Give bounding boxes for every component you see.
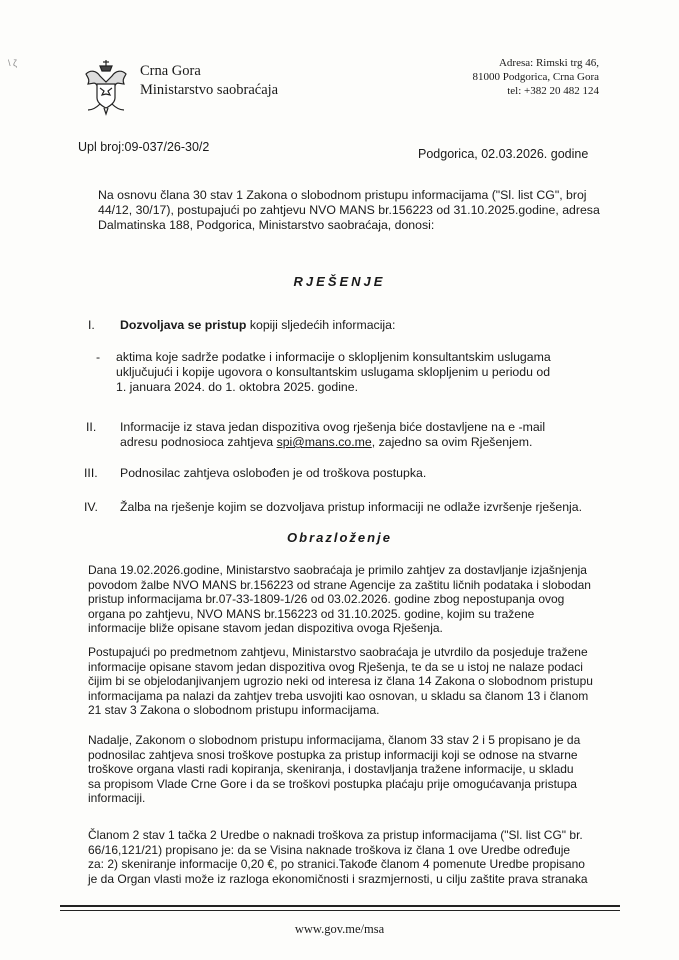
reasoning-paragraph-1: [88, 563, 610, 636]
item-1-rest: kopiji sljedećih informacija:: [246, 318, 396, 332]
item-1-text: [120, 318, 395, 333]
para-line: informacije opisane stavom jedan dispozitiva ovog Rješenja, te da se u istoj ne nalaze podaci: [88, 659, 583, 674]
footer-divider-thin: [60, 910, 620, 911]
item-number-1: I.: [88, 318, 95, 332]
footer-website[interactable]: www.gov.me/msa: [294, 922, 385, 936]
reasoning-paragraph-4: [88, 828, 610, 886]
footer-divider-thick: [60, 905, 620, 907]
para-line: za: 2) skeniranje informacije 0,20 €, po stranici.Takođe članom 4 pomenute Uredbe propisano: [88, 857, 585, 871]
bullet-text: [116, 350, 606, 395]
item-2-line2-post: , zajedno sa ovim Rješenjem.: [371, 435, 533, 449]
item-number-4: IV.: [84, 500, 98, 514]
header-phone: tel: +382 20 482 124: [507, 85, 599, 97]
item-1-bold: Dozvoljava se pristup: [120, 318, 247, 332]
item-number-2: II.: [86, 420, 97, 434]
para-line: 21 stav 3 Zakona o slobodnom pristupu informacijama.: [88, 703, 380, 717]
document-date: Podgorica, 02.03.2026. godine: [418, 147, 589, 161]
para-line: Nadalje, Zakonom o slobodnom pristupu informacijama, članom 33 stav 2 i 5 propisano je da: [88, 733, 581, 747]
item-2-text: [120, 420, 610, 450]
para-line: Dana 19.02.2026.godine, Ministarstvo saobraćaja je primilo zahtjev za dostavljanje izjašnjenja: [88, 563, 587, 577]
item-2-line1: Informacije iz stava jedan dispozitiva ovog rješenja biće dostavljene na e -mail: [120, 420, 546, 434]
header-ministry: Ministarstvo saobraćaja: [140, 82, 279, 98]
email-link[interactable]: spi@mans.co.me: [276, 435, 372, 449]
intro-line: Na osnovu člana 30 stav 1 Zakona o slobodnom pristupu informacijama ("Sl. list CG", broj: [98, 188, 587, 202]
para-line: troškove organa vlasti radi kopiranja, skeniranja, i dostavljanja tražene informacije, u skladu: [88, 762, 574, 776]
para-line: informacijama pa nalazi da zahtjev treba usvojiti kao osnovan, u skladu sa članom 13 i članom: [88, 688, 589, 703]
item-3-text: Podnosilac zahtjeva oslobođen je od troškova postupka.: [120, 466, 427, 480]
para-line: je da Organ vlasti može iz razloga ekonomičnosti i srazmjernosti, u cilju zaštite prava stranaka: [88, 871, 588, 886]
intro-line: 44/12, 30/17), postupajući po zahtjevu NVO MANS br.156223 od 31.10.2025.godine, adresa: [98, 203, 600, 217]
reasoning-paragraph-3: [88, 733, 610, 806]
reasoning-paragraph-2: [88, 645, 610, 718]
item-2-line2-pre: adresu podnosioca zahtjeva: [120, 435, 277, 449]
margin-mark: \ ζ: [8, 58, 17, 68]
para-line: povodom žalbe NVO MANS br.156223 od strane Agencije za zaštitu ličnih podataka i slobodan: [88, 577, 591, 592]
para-line: podnosilac zahtjeva snosi troškove postupka za pristup informaciji koji se odnose na stvarne: [88, 747, 578, 762]
para-line: informacije bliže opisane stavom jedan dispozitiva ovoga Rješenja.: [88, 621, 443, 635]
section-subtitle: Obrazloženje: [287, 530, 392, 545]
header-address-line1: Adresa: Rimski trg 46,: [498, 57, 599, 69]
para-line: 66/16,121/21) propisano je: da se Visina naknade troškova iz člana 1 ove Uredbe određuje: [88, 842, 571, 857]
intro-paragraph: [98, 188, 606, 233]
para-line: čijim bi se objelodanjivanjem ugrozio neki od interesa iz člana 14 Zakona o slobodnom pristupu: [88, 674, 593, 688]
para-line: informaciji.: [88, 791, 146, 805]
bullet-line: 1. januara 2024. do 1. oktobra 2025. godine.: [116, 380, 359, 394]
document-title: RJEŠENJE: [293, 274, 386, 289]
header-address-line2: 81000 Podgorica, Crna Gora: [472, 71, 599, 83]
para-line: pristup informacijama br.07-33-1809-1/26 od 03.02.2026. godine zbog nepostupanja ovog: [88, 592, 565, 606]
reference-number: Upl broj:09-037/26-30/2: [78, 140, 210, 154]
header-country: Crna Gora: [140, 63, 201, 79]
item-4-text: Žalba na rješenje kojim se dozvoljava pristup informaciji ne odlaže izvršenje rješenja.: [120, 500, 583, 514]
item-number-3: III.: [84, 466, 98, 480]
header-address-block: [473, 56, 599, 98]
header-institution: [140, 62, 278, 100]
para-line: sa propisom Vlade Crne Gore i da se troškovi postupka plaćaju prije omogućavanja pristupa: [88, 776, 577, 791]
bullet-line: aktima koje sadrže podatke i informacije o sklopljenim konsultantskim uslugama: [116, 350, 551, 364]
bullet-dash: -: [96, 350, 101, 364]
para-line: organa po zahtjevu, NVO MANS br.156223 od 31.10.2025. godine, kojim su tražene: [88, 606, 535, 621]
bullet-line: uključujući i kopije ugovora o konsultantskim uslugama sklopljenim u periodu od: [116, 365, 551, 379]
intro-line: Dalmatinska 188, Podgorica, Ministarstvo saobraćaja, donosi:: [98, 218, 435, 232]
para-line: Postupajući po predmetnom zahtjevu, Ministarstvo saobraćaja je utvrdilo da posjeduje tražene: [88, 645, 588, 659]
item-2-line2: [120, 435, 610, 450]
coat-of-arms-icon: [80, 58, 132, 116]
para-line: Članom 2 stav 1 tačka 2 Uredbe o naknadi troškova za pristup informacijama ("Sl. list CG" br.: [88, 828, 583, 842]
